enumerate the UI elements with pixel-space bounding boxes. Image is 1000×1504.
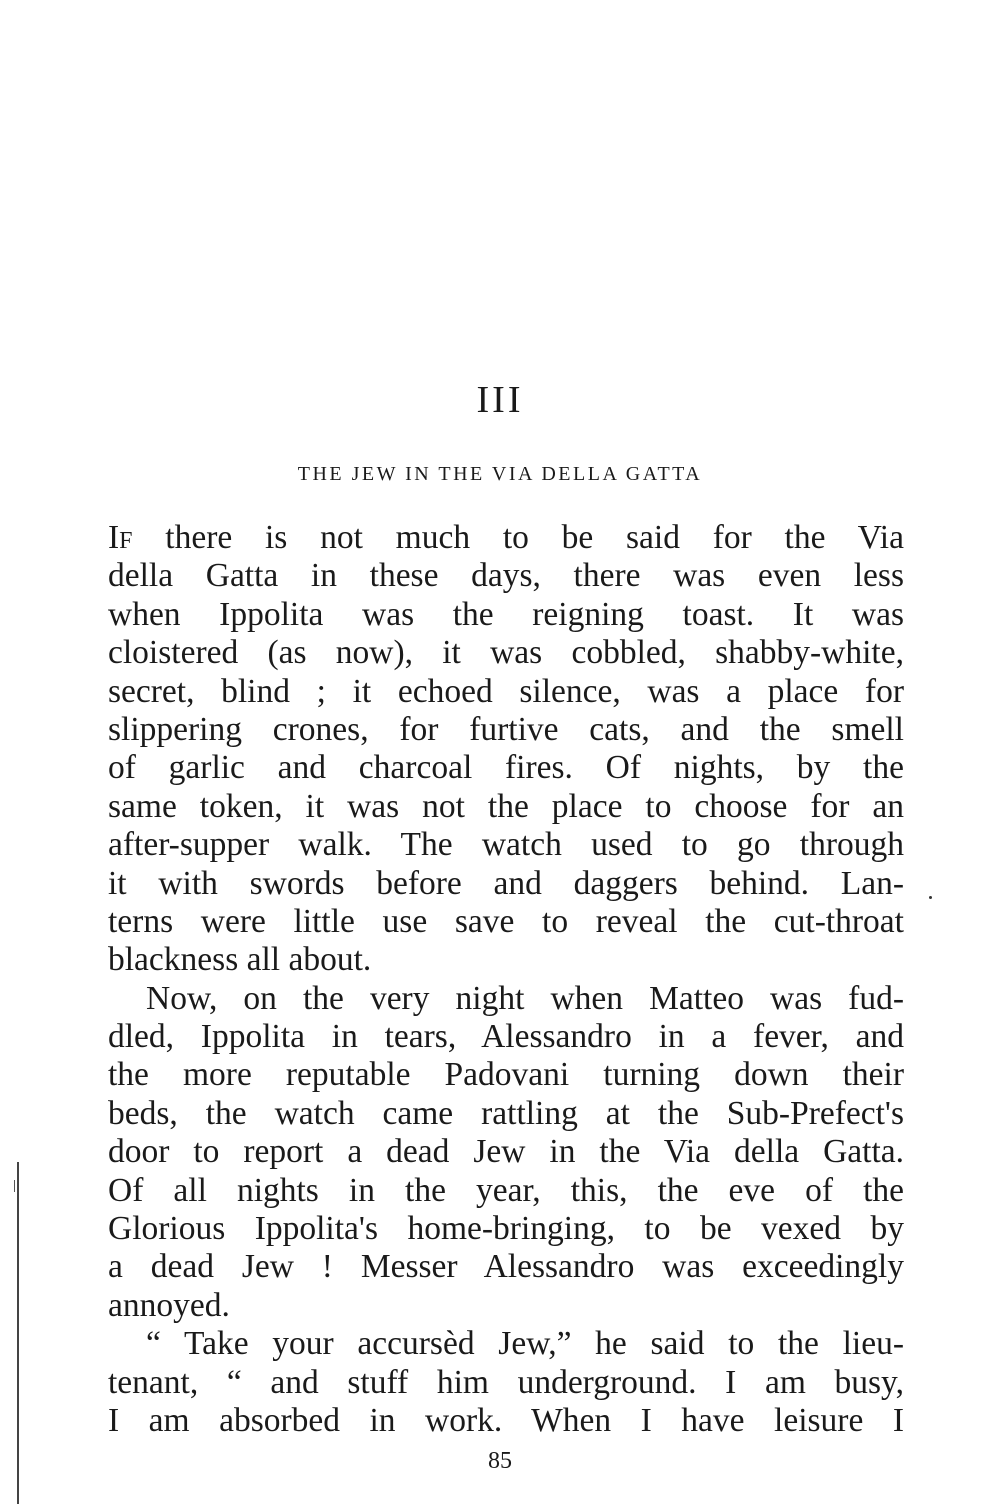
text-line: “ Take your accursèd Jew,” he said to the lieu- xyxy=(146,1325,904,1363)
text-line: the more reputable Padovani turning down their xyxy=(108,1056,904,1094)
margin-tick xyxy=(14,1180,15,1192)
dropcap-initial: I xyxy=(108,519,120,556)
text-line: of garlic and charcoal fires. Of nights, by the xyxy=(108,749,904,787)
stray-mark xyxy=(929,896,932,899)
text-line xyxy=(108,519,904,557)
text-line: tenant, “ and stuff him underground. I am busy, xyxy=(108,1363,904,1401)
text-line: beds, the watch came rattling at the Sub-Prefect's xyxy=(108,1094,904,1132)
text-line: secret, blind ; it echoed silence, was a place for xyxy=(108,672,904,710)
text-line: Now, on the very night when Matteo was fud- xyxy=(146,979,904,1017)
text-line: Glorious Ippolita's home-bringing, to be vexed by xyxy=(108,1210,904,1248)
text-line: a dead Jew ! Messer Alessandro was exceedingly xyxy=(108,1248,904,1286)
text-line: Of all nights in the year, this, the eve of the xyxy=(108,1171,904,1209)
text-line: same token, it was not the place to choose for an xyxy=(108,787,904,825)
text-line: when Ippolita was the reigning toast. It was xyxy=(108,595,904,633)
page-number: 85 xyxy=(488,1448,512,1474)
text-line: della Gatta in these days, there was even less xyxy=(108,557,904,595)
text-line: terns were little use save to reveal the cut-throat xyxy=(108,902,904,940)
chapter-number: III xyxy=(476,379,524,421)
text-line: cloistered (as now), it was cobbled, shabby-white, xyxy=(108,634,904,672)
text-line: blackness all about. xyxy=(108,941,372,979)
text-line: slippering crones, for furtive cats, and the smell xyxy=(108,710,904,748)
text-line: after-supper walk. The watch used to go through xyxy=(108,826,904,864)
text-line: it with swords before and daggers behind. Lan- xyxy=(108,864,904,902)
text-line: I am absorbed in work. When I have leisure I xyxy=(108,1401,904,1439)
body-text xyxy=(108,519,904,1440)
chapter-title: THE JEW IN THE VIA DELLA GATTA xyxy=(297,463,703,485)
text-line: annoyed. xyxy=(108,1286,230,1324)
dropcap-smallcaps: F xyxy=(119,528,133,554)
text-line: door to report a dead Jew in the Via della Gatta. xyxy=(108,1133,904,1171)
text-line: dled, Ippolita in tears, Alessandro in a fever, and xyxy=(108,1018,904,1056)
text-line-content: there is not much to be said for the Via xyxy=(132,519,904,556)
